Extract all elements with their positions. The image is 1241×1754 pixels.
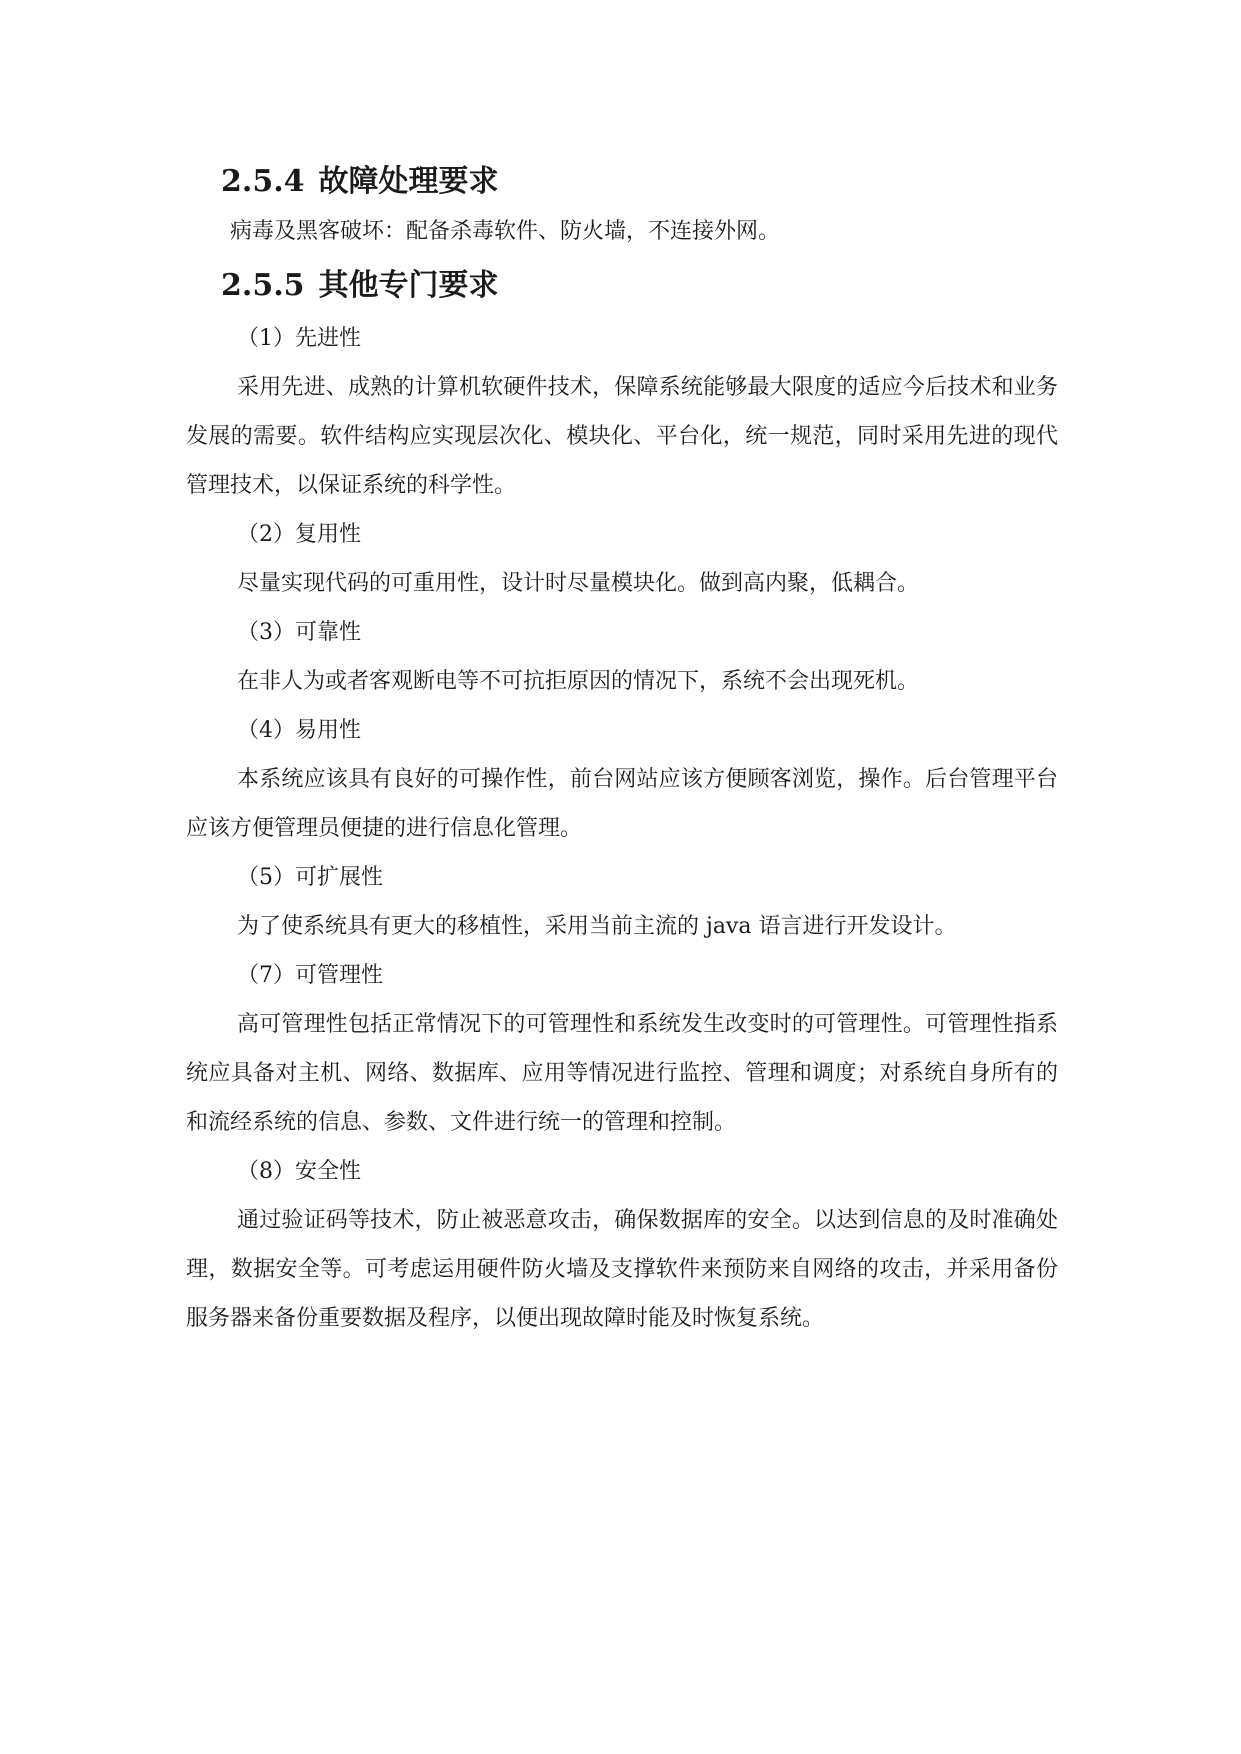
section-title: 其他专门要求: [318, 268, 499, 303]
item-label-security: （8）安全性: [237, 1159, 361, 1184]
section-heading-2-5-5: [186, 264, 1058, 308]
item-text-manageability: 高可管理性包括正常情况下的可管理性和系统发生改变时的可管理性。可管理性指系统应具备对主机、网络、数据库、应用等情况进行监控、管理和调度；对系统自身所有的和流经系统的信息、参数、文件进行统一的管理和控制。: [186, 1012, 1058, 1135]
item-label-reliability: （3）可靠性: [237, 620, 361, 645]
item-label-manageability: （7）可管理性: [237, 963, 383, 988]
section-title: 故障处理要求: [318, 164, 499, 199]
item-text-security: 通过验证码等技术，防止被恶意攻击，确保数据库的安全。以达到信息的及时准确处理，数据安全等。可考虑运用硬件防火墙及支撑软件来预防来自网络的攻击，并采用备份服务器来备份重要数据及程序，以便出现故障时能及时恢复系统。: [186, 1208, 1058, 1331]
item-label-usability: （4）易用性: [237, 718, 361, 743]
item-label-advanced: （1）先进性: [237, 326, 361, 351]
section-number: 2.5.5: [221, 268, 305, 303]
document-content: [186, 160, 1058, 1343]
item-text-reliability: 在非人为或者客观断电等不可抗拒原因的情况下，系统不会出现死机。: [237, 669, 920, 694]
item-text-reusability: 尽量实现代码的可重用性，设计时尽量模块化。做到高内聚，低耦合。: [237, 571, 920, 596]
section-number: 2.5.4: [221, 164, 305, 199]
item-label-extensibility: （5）可扩展性: [237, 865, 383, 890]
item-text-usability: 本系统应该具有良好的可操作性，前台网站应该方便顾客浏览，操作。后台管理平台应该方便管理员便捷的进行信息化管理。: [186, 767, 1058, 841]
fault-handling-text: 病毒及黑客破坏：配备杀毒软件、防火墙，不连接外网。: [230, 219, 781, 244]
item-text-advanced: 采用先进、成熟的计算机软硬件技术，保障系统能够最大限度的适应今后技术和业务发展的需要。软件结构应实现层次化、模块化、平台化，统一规范，同时采用先进的现代管理技术，以保证系统的科学性。: [186, 375, 1058, 498]
section-heading-2-5-4: [186, 160, 1058, 204]
item-text-extensibility: 为了使系统具有更大的移植性，采用当前主流的 java 语言进行开发设计。: [237, 914, 957, 939]
item-label-reusability: （2）复用性: [237, 522, 361, 547]
